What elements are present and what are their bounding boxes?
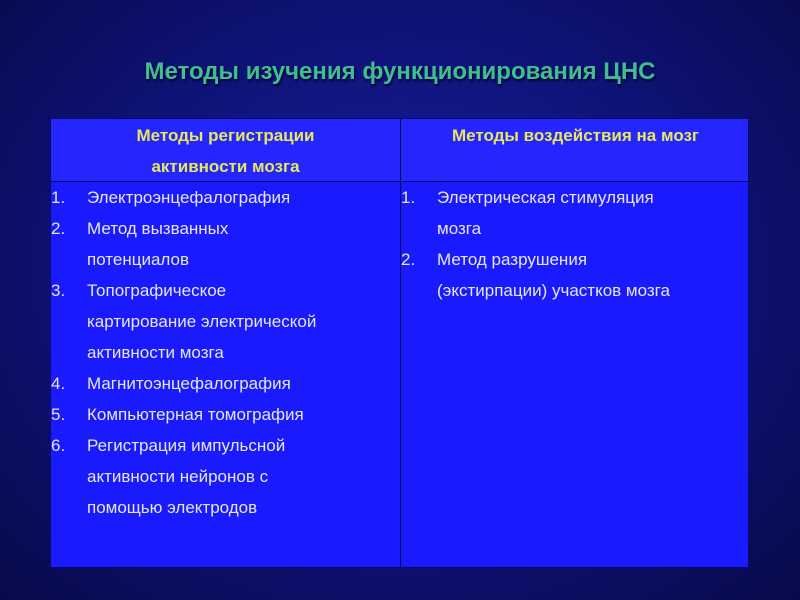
item-line: Регистрация импульсной [87,436,286,455]
item-number: 1. [401,188,416,207]
header-influence-methods [401,119,750,182]
item-line: Магнитоэнцефалография [87,374,291,393]
list-item [401,244,746,306]
methods-table [50,118,749,568]
list-item [51,275,396,368]
item-line: (экстирпации) участков мозга [437,281,670,300]
registration-methods-list [51,182,396,523]
list-item [51,399,396,430]
item-line: Электроэнцефалография [87,188,291,207]
item-line: активности нейронов с [87,467,269,486]
list-item [51,368,396,399]
list-item [401,182,746,244]
item-number: 2. [51,219,66,238]
header-line: активности мозга [151,157,300,176]
item-number: 6. [51,436,66,455]
item-number: 3. [51,281,66,300]
item-line: Электрическая стимуляция [437,188,654,207]
item-number: 1. [51,188,66,207]
item-number: 4. [51,374,66,393]
item-line: Метод вызванных [87,219,229,238]
header-registration-methods [51,119,400,182]
header-line: Методы воздействия на мозг [451,126,700,145]
item-line: активности мозга [87,343,224,362]
item-number: 2. [401,250,416,269]
item-line: Метод разрушения [437,250,588,269]
item-line: помощью электродов [87,498,258,517]
item-line: картирование электрической [87,312,317,331]
list-item [51,430,396,523]
item-line: потенциалов [87,250,190,269]
influence-methods-list [401,182,746,306]
list-item [51,213,396,275]
item-line: Топографическое [87,281,227,300]
slide-title: Методы изучения функционирования ЦНС [144,58,656,85]
item-number: 5. [51,405,66,424]
item-line: мозга [437,219,482,238]
header-line: Методы регистрации [136,126,315,145]
item-line: Компьютерная томография [87,405,304,424]
list-item [51,182,396,213]
